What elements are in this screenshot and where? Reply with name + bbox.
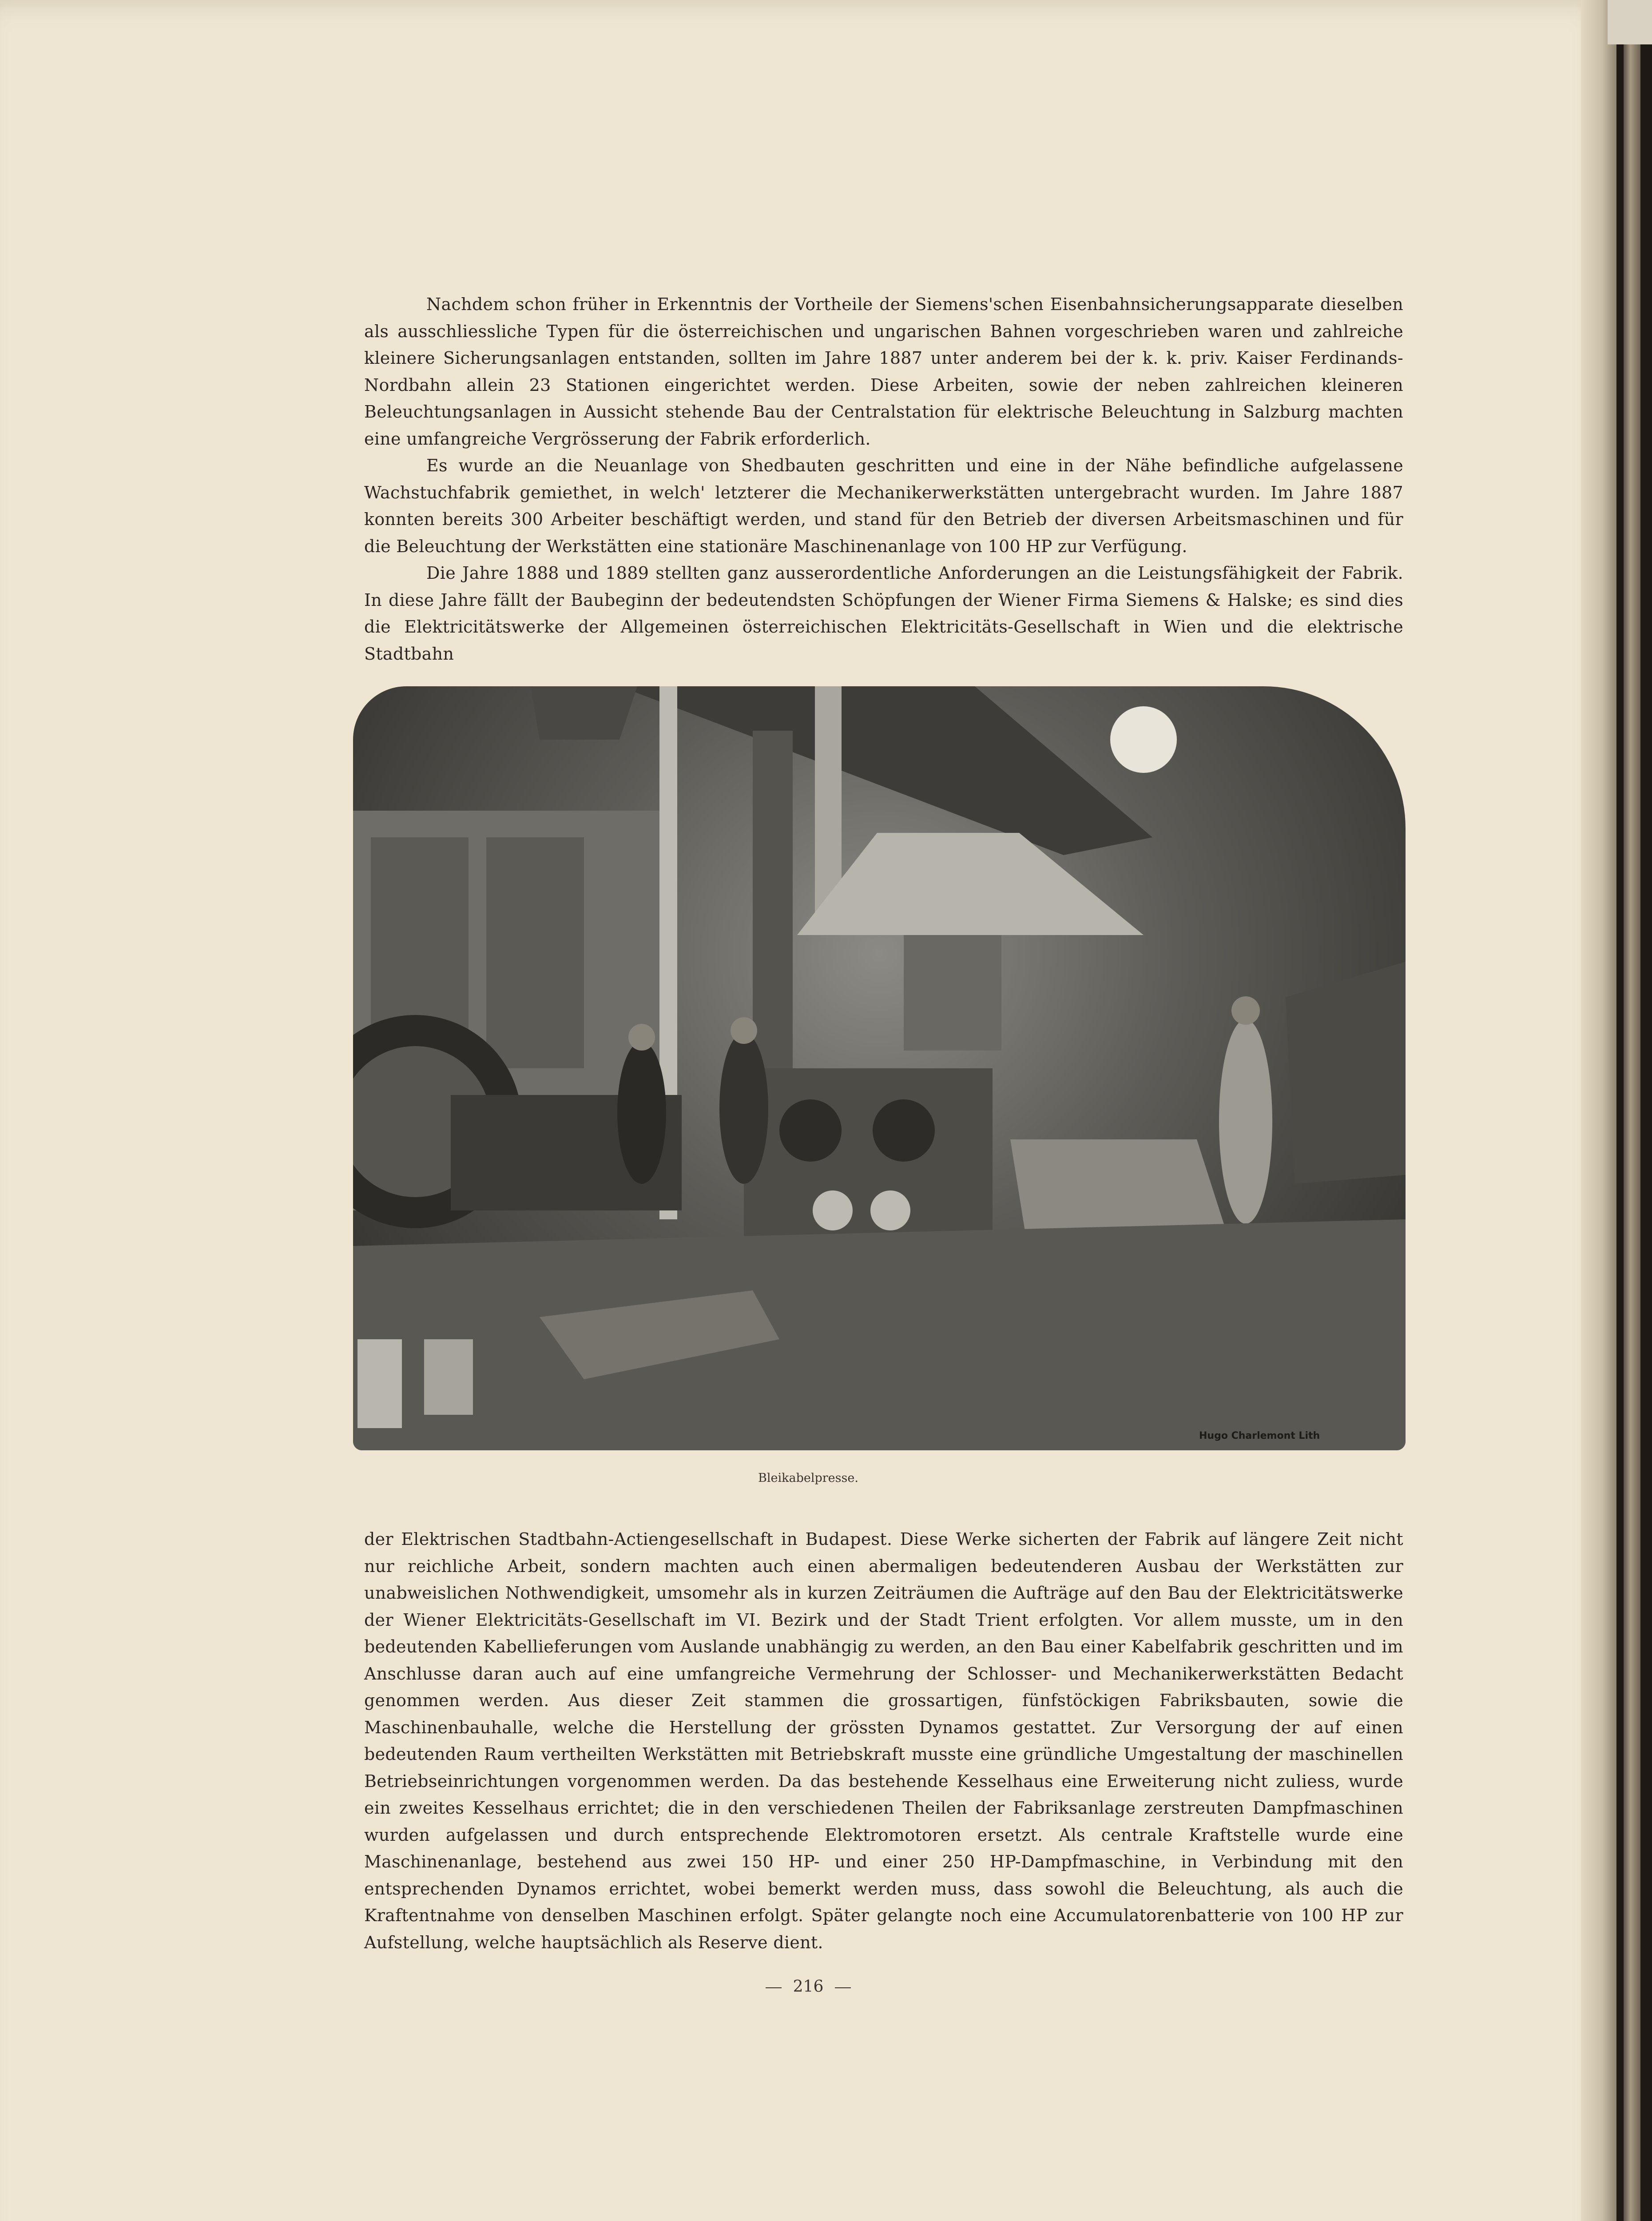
figure-caption: Bleikabelpresse.	[758, 1471, 858, 1485]
paragraph: Es wurde an die Neuanlage von Shedbauten geschritten und eine in der Nähe befindliche aufgelassene Wachstuchfabrik gemiethet, in welch' letzterer die Mechanikerwerkstätten untergebracht wurden. Im Jahre 1887 konnten bereits 300 Arbeiter beschäftigt werden, und stand für den Betrieb der diversen Arbeitsmaschinen und für die Beleuchtung der Werkstätten eine stationäre Maschinenanlage von 100 HP zur Verfügung.	[364, 456, 1403, 556]
book-edge	[1616, 0, 1652, 2221]
paragraph: der Elektrischen Stadtbahn-Actiengesellschaft in Budapest. Diese Werke sicherten der Fabrik auf längere Zeit nicht nur reichliche Arbeit, sondern machten auch einen abermaligen bedeutenderen Ausbau der Werkstätten zur unabweislichen Nothwendigkeit, umsomehr als in kurzen Zeiträumen die Aufträge auf den Bau der Elektricitätswerke der Wiener Elektricitäts-Gesellschaft im VI. Bezirk und der Stadt Trient erfolgten. Vor allem musste, um in den bedeutenden Kabellieferungen vom Auslande unabhängig zu werden, an den Bau einer Kabelfabrik geschritten und im Anschlusse daran auch auf eine umfangreiche Vermehrung der Schlosser- und Mechanikerwerkstätten Bedacht genommen werden. Aus dieser Zeit stammen die grossartigen, fünfstöckigen Fabriksbauten, sowie die Maschinenbauhalle, welche die Herstellung der grössten Dynamos gestattet. Zur Versorgung der auf einen bedeutenden Raum vertheilten Werkstätten mit Betriebskraft musste eine gründliche Umgestaltung der maschinellen Betriebseinrichtungen vorgenommen werden. Da das bestehende Kesselhaus eine Erweiterung nicht zuliess, wurde ein zweites Kesselhaus errichtet; die in den verschiedenen Theilen der Fabriksanlage zerstreuten Dampfmaschinen wurden aufgelassen und durch entsprechende Elektromotoren ersetzt. Als centrale Kraftstelle wurde eine Maschinenanlage, bestehend aus zwei 150 HP- und einer 250 HP-Dampfmaschine, in Verbindung mit den entsprechenden Dynamos errichtet, wobei bemerkt werden muss, dass sowohl die Beleuchtung, als auch die Kraftentnahme von denselben Maschinen erfolgt. Später gelangte noch eine Accumulatorenbatterie von 100 HP zur Aufstellung, welche hauptsächlich als Reserve dient.	[364, 1529, 1403, 1952]
body-text-bottom	[364, 1526, 1403, 1956]
engraving-scene	[353, 686, 1406, 1450]
engraver-signature: Hugo Charlemont Lith	[1199, 1430, 1320, 1441]
dash-left	[766, 1987, 782, 1988]
paragraph: Nachdem schon früher in Erkenntnis der Vortheile der Siemens'schen Eisenbahnsicherungsapparate dieselben als ausschliessliche Typen für die österreichischen und ungarischen Bahnen vorgeschrieben waren und zahlreiche kleinere Sicherungsanlagen entstanden, sollten im Jahre 1887 unter anderem bei der k. k. priv. Kaiser Ferdinands-Nordbahn allein 23 Stationen eingerichtet werden. Diese Arbeiten, sowie der neben zahlreichen kleineren Beleuchtungsanlagen in Aussicht stehende Bau der Centralstation für elektrische Beleuchtung in Salzburg machten eine umfangreiche Vergrösserung der Fabrik erforderlich.	[364, 295, 1403, 449]
page-gutter	[1581, 0, 1616, 2221]
paragraph: Die Jahre 1888 und 1889 stellten ganz ausserordentliche Anforderungen an die Leistungsfähigkeit der Fabrik. In diese Jahre fällt der Baubeginn der bedeutendsten Schöpfungen der Wiener Firma Siemens & Halske; es sind dies die Elektricitätswerke der Allgemeinen österreichischen Elektricitäts-Gesellschaft in Wien und die elektrische Stadtbahn	[364, 563, 1403, 664]
next-page-edge	[1624, 27, 1640, 2221]
body-text-top	[364, 291, 1403, 667]
illustration-lead-cable-press	[353, 686, 1406, 1450]
page-number	[0, 1978, 1616, 1996]
page-corner	[1608, 0, 1652, 44]
page-number-value: 216	[793, 1978, 824, 1996]
dash-right	[835, 1987, 851, 1988]
